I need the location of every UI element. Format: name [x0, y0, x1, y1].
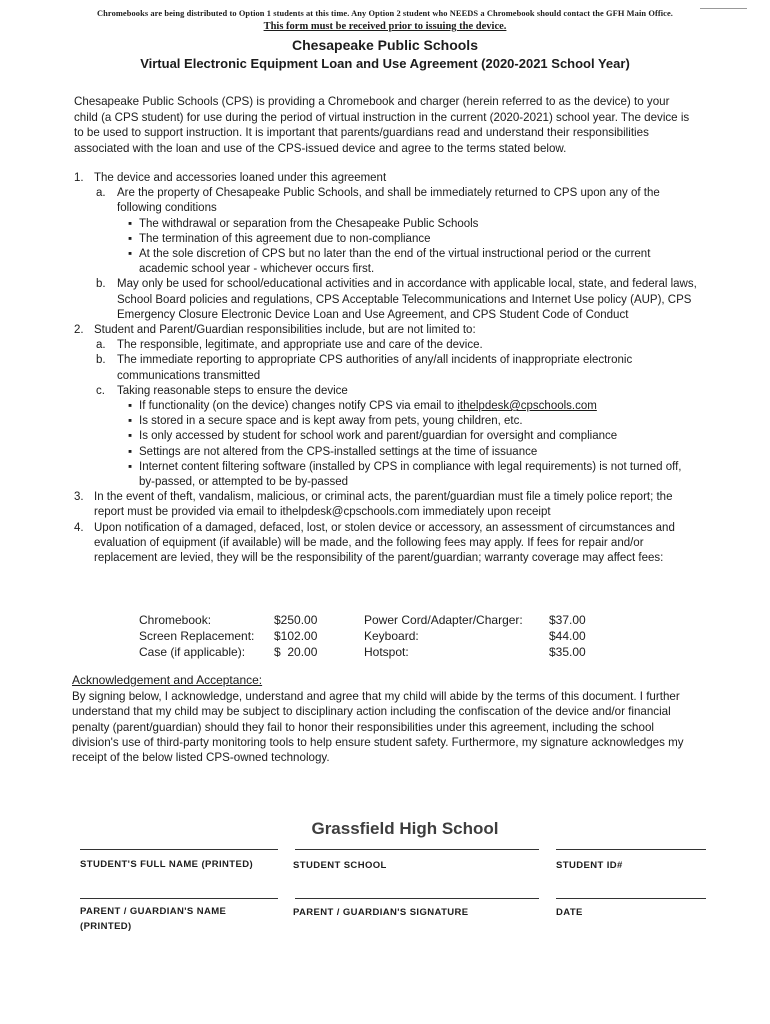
fee-item-name: Power Cord/Adapter/Charger: — [364, 613, 523, 627]
fee-prices-right — [549, 612, 586, 660]
term-2b-marker: b. — [96, 354, 106, 367]
parent-signature-line[interactable] — [295, 898, 539, 899]
term-2c-bullet-text: Internet content filtering software (installed by CPS in compliance with legal requirements) is not turned off, by-passed, or attempted to be by-passed — [139, 460, 682, 489]
fee-item-name: Hotspot: — [364, 645, 409, 659]
term-2 — [74, 323, 699, 338]
fee-price: $250.00 — [274, 613, 318, 627]
term-1b-text: May only be used for school/educational activities and in accordance with applicable local, state, and federal laws, School Board policies and regulations, CPS Acceptable Telecommunications and Internet Use policy (AUP), CPS Emergency Closure Electronic Device Loan and Use Agreement, and CPS Student Code of Conduct — [117, 278, 697, 321]
bullet-icon: ▪ — [128, 430, 133, 443]
acknowledgement-text: By signing below, I acknowledge, understand and agree that my child will abide by the terms of this document. I further understand that my child may be subject to disciplinary action including the confiscation of the device and/or financial penalty (parent/guardian) should they fail to honor their responsibilities under this agreement, including the school division's use of third-party monitoring tools to help ensure student safety. Furthermore, my signature acknowledges my receipt of the below listed CPS-owned technology. — [72, 690, 684, 765]
page-title: Chesapeake Public Schools — [292, 37, 478, 53]
fee-item-name: Keyboard: — [364, 629, 419, 643]
parent-name-line[interactable] — [80, 898, 278, 899]
distribution-note: Chromebooks are being distributed to Option 1 students at this time. Any Option 2 student who NEEDS a Chromebook should contact the GFH Main Office. — [97, 9, 673, 18]
student-name-label-text: STUDENT'S FULL NAME (PRINTED) — [80, 859, 254, 870]
term-2b — [74, 353, 699, 383]
fee-price: $35.00 — [549, 645, 586, 659]
page-subtitle: Virtual Electronic Equipment Loan and Use Agreement (2020-2021 School Year) — [140, 56, 630, 71]
parent-signature-label — [293, 905, 469, 920]
student-school-label-text: STUDENT SCHOOL — [293, 860, 387, 871]
term-2-marker: 2. — [74, 324, 84, 337]
term-4-marker: 4. — [74, 521, 84, 534]
term-1b-marker: b. — [96, 278, 106, 291]
student-id-line[interactable] — [556, 849, 706, 850]
term-1-marker: 1. — [74, 172, 84, 184]
parent-name-label — [80, 904, 226, 934]
fee-item-name: Case (if applicable): — [139, 645, 246, 659]
bullet-icon: ▪ — [128, 460, 133, 473]
bullet-icon: ▪ — [128, 232, 133, 245]
term-1a-bullet — [74, 232, 699, 247]
bullet-icon: ▪ — [128, 400, 133, 413]
term-2c-text: Taking reasonable steps to ensure the device — [117, 384, 348, 397]
parent-name-label-text: PARENT / GUARDIAN'S NAME — [80, 906, 227, 917]
bullet-icon: ▪ — [128, 415, 133, 428]
student-id-label-text: STUDENT ID# — [556, 860, 623, 871]
fee-items-left — [139, 612, 254, 660]
student-name-line[interactable] — [80, 849, 278, 850]
student-school-value[interactable]: Grassfield High School — [311, 819, 499, 838]
term-2c-bullet-text: If functionality (on the device) changes notify CPS via email to — [139, 400, 458, 413]
acknowledgement-heading: Acknowledgement and Acceptance: — [72, 673, 263, 687]
term-1a — [74, 186, 699, 216]
term-4-text: Upon notification of a damaged, defaced, lost, or stolen device or accessory, an assessment of circumstances and evaluation of equipment (if available) will be made, and the following fees may apply. If fees for repair and/or replacement are levied, they will be the responsibility of the parent/guardian; warranty coverage may affect fees: — [94, 521, 675, 565]
term-2c-bullet — [74, 414, 699, 429]
student-id-label — [556, 858, 623, 873]
term-1a-bullet — [74, 247, 699, 277]
term-1a-bullet — [74, 217, 699, 232]
student-school-label — [293, 858, 387, 873]
term-2a-text: The responsible, legitimate, and appropriate use and care of the device. — [117, 339, 483, 352]
term-2a-marker: a. — [96, 339, 106, 352]
fee-item-name: Screen Replacement: — [139, 629, 255, 643]
fee-item-name: Chromebook: — [139, 613, 212, 627]
term-1a-bullet-text: The termination of this agreement due to non-compliance — [139, 232, 431, 245]
fee-price: $44.00 — [549, 629, 586, 643]
student-school-line[interactable] — [295, 849, 539, 850]
term-2c-marker: c. — [96, 384, 105, 397]
term-2c-bullet — [74, 445, 699, 460]
term-2c — [74, 384, 699, 399]
term-3 — [74, 490, 699, 520]
fee-price: $37.00 — [549, 613, 586, 627]
term-2c-bullet — [74, 399, 699, 414]
bullet-icon: ▪ — [128, 217, 133, 230]
student-name-label — [80, 857, 253, 872]
term-1 — [74, 171, 699, 186]
term-2c-bullet-text: Settings are not altered from the CPS-installed settings at the time of issuance — [139, 445, 538, 458]
term-1a-bullet-text: The withdrawal or separation from the Chesapeake Public Schools — [139, 217, 479, 230]
term-2c-bullet-text: Is stored in a secure space and is kept away from pets, young children, etc. — [139, 415, 523, 428]
term-1-text: The device and accessories loaned under this agreement — [94, 172, 387, 184]
fee-price: $ 20.00 — [274, 645, 318, 659]
fee-prices-left — [274, 612, 317, 660]
date-label-text: DATE — [556, 907, 583, 918]
form-receipt-note: This form must be received prior to issuing the device. — [263, 21, 507, 32]
date-line[interactable] — [556, 898, 706, 899]
term-1a-text: Are the property of Chesapeake Public Schools, and shall be immediately returned to CPS upon any of the following conditions — [117, 187, 660, 215]
bullet-icon: ▪ — [128, 445, 133, 458]
parent-signature-label-text: PARENT / GUARDIAN'S SIGNATURE — [293, 907, 469, 918]
term-2b-text: The immediate reporting to appropriate CPS authorities of any/all incidents of inappropriate electronic communications transmitted — [117, 354, 633, 382]
intro-paragraph: Chesapeake Public Schools (CPS) is providing a Chromebook and charger (herein referred to as the device) to your child (a CPS student) for use during the period of virtual instruction in the current (2020-2021) school year. The device is to be used to support instruction. It is important that parents/guardians read and understand their responsibilities associated with the loan and use of the CPS-issued device and agree to the terms stated below. — [74, 95, 690, 155]
terms-list — [74, 171, 699, 566]
term-2c-bullet-text: Is only accessed by student for school work and parent/guardian for oversight and compliance — [139, 430, 618, 443]
term-2-text: Student and Parent/Guardian responsibilities include, but are not limited to: — [94, 324, 476, 337]
term-2c-bullet — [74, 460, 699, 490]
term-2c-bullet — [74, 429, 699, 444]
fee-price: $102.00 — [274, 629, 318, 643]
term-4 — [74, 521, 699, 567]
fee-items-right — [364, 612, 523, 660]
parent-name-label-printed: (PRINTED) — [80, 921, 132, 932]
term-2a — [74, 338, 699, 353]
term-1a-bullet-text: At the sole discretion of CPS but no later than the end of the virtual instructional period or the current academic school year - whichever occurs first. — [139, 248, 651, 276]
term-3-marker: 3. — [74, 491, 84, 504]
term-1b — [74, 277, 699, 323]
bullet-icon: ▪ — [128, 248, 133, 261]
term-1a-marker: a. — [96, 187, 106, 200]
helpdesk-email-link[interactable]: ithelpdesk@cpschools.com — [457, 400, 597, 413]
term-3-text: In the event of theft, vandalism, malicious, or criminal acts, the parent/guardian must file a timely police report; the report must be provided via email to ithelpdesk@cpschools.com immediately upon receipt — [94, 491, 673, 519]
date-label — [556, 905, 583, 920]
